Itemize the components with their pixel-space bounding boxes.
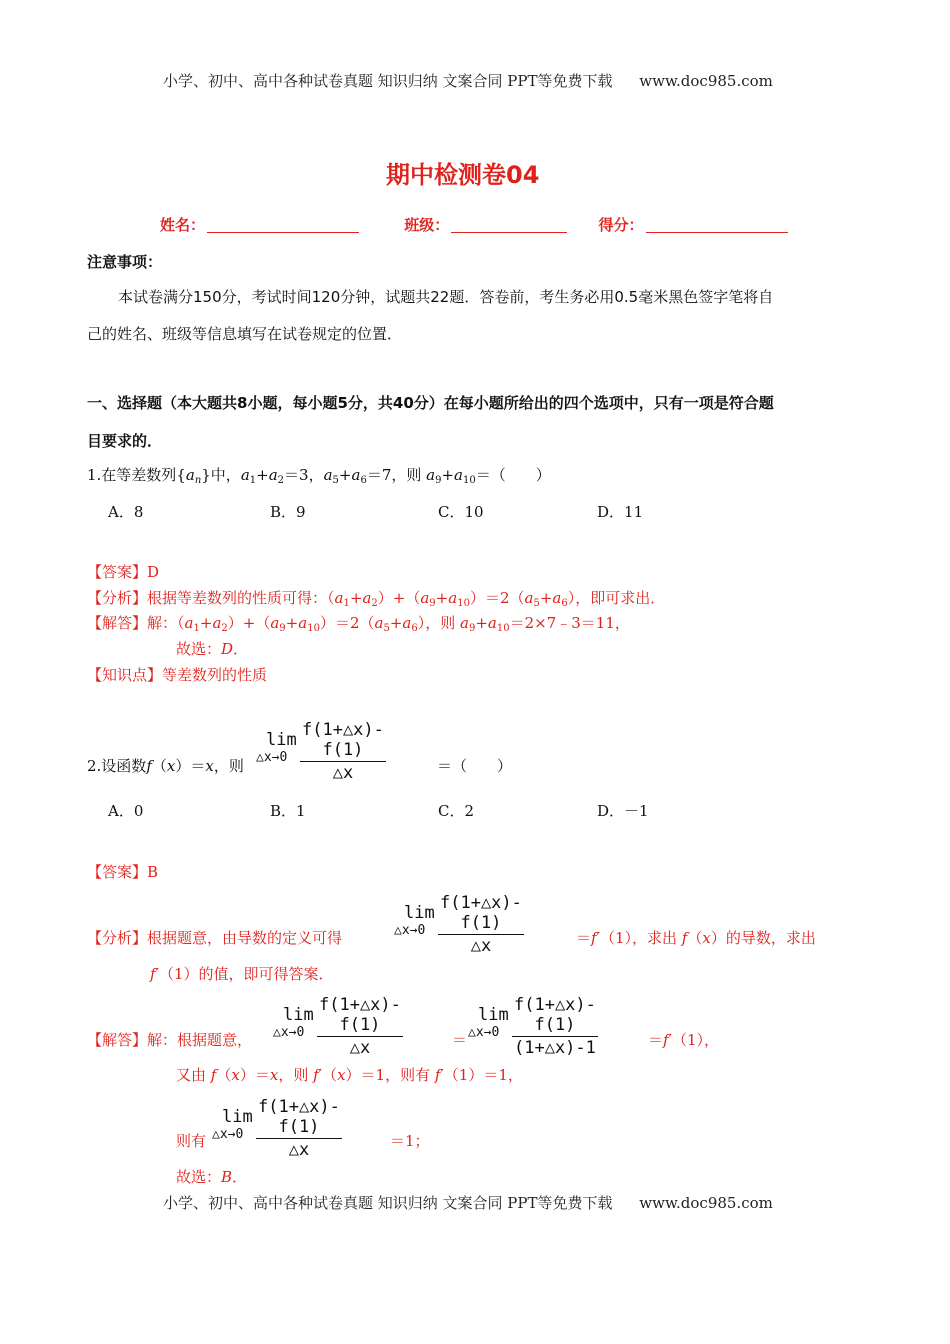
q1-option-b[interactable]: B．9 — [270, 503, 306, 521]
q2-prefix: 2.设函数 — [87, 757, 147, 775]
lim-sub: △x→0 — [256, 750, 288, 765]
q2-analysis — [87, 927, 342, 948]
q1-solution: 【解答】解：$(a_1+a_2)+(a_9+a_{10})=2(a_5+a_6)$，则 $a_9+a_{10}=2\times 7﹣3=11$， — [87, 614, 630, 634]
page-header — [163, 70, 773, 91]
name-field[interactable] — [207, 218, 359, 233]
lim-text: lim — [222, 1107, 253, 1127]
lim-sub: △x→0 — [273, 1025, 305, 1040]
q1-choose-value: D — [221, 640, 234, 658]
lim-denominator: △x — [288, 1140, 310, 1160]
score-label: 得分： — [598, 216, 644, 234]
lim-text: lim — [478, 1005, 509, 1025]
notice-line-1: 本试卷满分150分，考试时间120分钟，试题共22题．答卷前，考生务必用0.5毫米黑色签字笔将自 — [118, 288, 774, 306]
q2-option-c[interactable]: C．2 — [438, 802, 475, 820]
q2-option-d[interactable]: D．－1 — [597, 802, 649, 820]
fraction-bar — [438, 934, 524, 935]
score-field[interactable] — [646, 218, 788, 233]
q2-tail: ＝（ ） — [437, 757, 513, 775]
q1-analysis: 【分析】根据等差数列的性质可得：$(a_1+a_2)+(a_9+a_{10})=2(a_5+a_6)$，即可求出． — [87, 589, 666, 609]
q2-analysis-text: 根据题意，由导数的定义可得 — [147, 929, 343, 947]
class-field[interactable] — [451, 218, 567, 233]
q2-solution — [87, 1029, 252, 1050]
lim-sub: △x→0 — [212, 1127, 244, 1142]
fraction-bar — [300, 761, 386, 762]
lim-denominator: △x — [332, 763, 354, 783]
name-label: 姓名： — [160, 216, 206, 234]
q2-choose-value: B — [221, 1168, 233, 1186]
q2-analysis-line-2: f′（1）的值，即可得答案． — [150, 965, 334, 983]
notice-label: 注意事项： — [87, 253, 163, 271]
lim-fraction — [256, 1097, 342, 1160]
q1-option-c[interactable]: C．10 — [438, 503, 484, 521]
q2-then: 则有 — [176, 1132, 207, 1150]
q2-option-b[interactable]: B．1 — [270, 802, 306, 820]
lim-fraction — [300, 720, 386, 783]
lim-sub: △x→0 — [394, 923, 426, 938]
lim-text: lim — [404, 903, 435, 923]
lim-sub: △x→0 — [468, 1025, 500, 1040]
lim-denominator: △x — [470, 936, 492, 956]
lim-numerator: f(1+△x)-f(1) — [514, 995, 596, 1035]
notice-line-2: 己的姓名、班级等信息填写在试卷规定的位置． — [87, 325, 403, 343]
question-2: 2.设函数f（x）＝x，则 — [87, 757, 244, 775]
q2-choose-label: 故选： — [176, 1168, 222, 1186]
header-url[interactable]: www.doc985.com — [639, 72, 773, 90]
lim-numerator: f(1+△x)-f(1) — [302, 720, 384, 760]
lim-fraction — [317, 995, 403, 1058]
lim-fraction — [512, 995, 598, 1058]
lim-denominator: △x — [349, 1038, 371, 1058]
lim-denominator: (1+△x)-1 — [514, 1038, 596, 1058]
q2-then-result: ＝1； — [390, 1132, 430, 1150]
q1-analysis-tag: 【分析】 — [87, 589, 148, 607]
section-1-heading-2: 目要求的． — [87, 432, 163, 450]
lim-text: lim — [266, 730, 297, 750]
q2-analysis-tag: 【分析】 — [87, 929, 148, 947]
q2-solution-text: 解：根据题意， — [147, 1031, 253, 1049]
q1-knowledge: 【知识点】等差数列的性质 — [87, 666, 268, 684]
student-info — [160, 214, 788, 235]
q2-analysis-cont: ＝f′（1），求出 f（x）的导数，求出 — [576, 929, 816, 947]
question-1: 1.在等差数列$\{a_n\}$中，$a_1+a_2=3$，$a_5+a_6=7$，则 $a_9+a_{10}=$（ ） — [87, 466, 551, 486]
footer-url[interactable]: www.doc985.com — [639, 1194, 773, 1212]
q1-choose-label: 故选： — [176, 640, 222, 658]
fraction-bar — [512, 1036, 598, 1037]
lim-numerator: f(1+△x)-f(1) — [319, 995, 401, 1035]
footer-text: 小学、初中、高中各种试卷真题 知识归纳 文案合同 PPT等免费下载 — [163, 1194, 613, 1212]
q2-solution-tag: 【解答】 — [87, 1031, 148, 1049]
lim-text: lim — [283, 1005, 314, 1025]
q1-option-a[interactable]: A．8 — [108, 503, 144, 521]
q2-option-a[interactable]: A．0 — [108, 802, 144, 820]
page-footer — [163, 1192, 773, 1213]
header-text: 小学、初中、高中各种试卷真题 知识归纳 文案合同 PPT等免费下载 — [163, 72, 613, 90]
lim-numerator: f(1+△x)-f(1) — [440, 893, 522, 933]
page-title: 期中检测卷04 — [386, 161, 540, 189]
q2-solution-line-2: 又由 f（x）＝x，则 f′（x）＝1，则有 f′（1）＝1， — [176, 1066, 523, 1084]
q2-answer: 【答案】B — [87, 863, 159, 881]
q1-option-d[interactable]: D．11 — [597, 503, 644, 521]
class-label: 班级： — [404, 216, 450, 234]
q2-choose: 故选：B． — [176, 1168, 248, 1186]
section-1-heading: 一、选择题（本大题共8小题，每小题5分，共40分）在每小题所给出的四个选项中，只有一项是符合题 — [87, 394, 774, 412]
lim-fraction — [438, 893, 524, 956]
q2-solution-result: ＝f′（1）， — [648, 1031, 720, 1049]
fraction-bar — [317, 1036, 403, 1037]
q1-solution-tag: 【解答】 — [87, 614, 148, 632]
q1-answer: 【答案】D — [87, 563, 160, 581]
lim-numerator: f(1+△x)-f(1) — [258, 1097, 340, 1137]
fraction-bar — [256, 1138, 342, 1139]
q1-choose: 故选：D． — [176, 640, 249, 658]
equals-sign: ＝ — [452, 1031, 468, 1049]
